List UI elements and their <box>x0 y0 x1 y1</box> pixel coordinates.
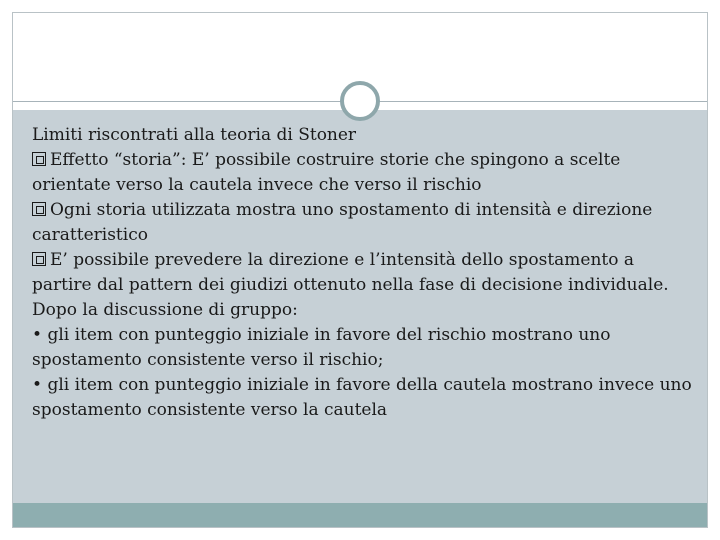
bullet-text: Effetto “storia”: E’ possibile costruire storie che spingono a scelte orientate verso la cautela invece che verso il rischio <box>32 150 621 195</box>
bullet-point <box>32 148 697 198</box>
bullet-text: E’ possibile prevedere la direzione e l’intensità dello spostamento a partire dal pattern dei giudizi ottenuto nella fase di decisione individuale. Dopo la discussione di gruppo: <box>32 250 669 320</box>
circle-ornament-icon <box>340 81 380 121</box>
sub-bullet-text: gli item con punteggio iniziale in favore del rischio mostrano uno spostamento consistente verso il rischio; <box>32 325 611 370</box>
dot-bullet: • <box>32 375 43 395</box>
slide-body <box>32 123 697 423</box>
sub-bullet-point <box>32 323 697 373</box>
sub-bullet-text: gli item con punteggio iniziale in favore della cautela mostrano invece uno spostamento consistente verso la cautela <box>32 375 692 420</box>
dot-bullet: • <box>32 325 43 345</box>
slide <box>12 12 708 528</box>
box-bullet-icon <box>32 202 46 216</box>
box-bullet-icon <box>32 152 46 166</box>
bullet-point <box>32 248 697 323</box>
footer-bar <box>13 503 707 527</box>
slide-heading: Limiti riscontrati alla teoria di Stoner <box>32 125 357 145</box>
box-bullet-icon <box>32 252 46 266</box>
bullet-point <box>32 198 697 248</box>
sub-bullet-point <box>32 373 697 423</box>
bullet-text: Ogni storia utilizzata mostra uno spostamento di intensità e direzione caratteristico <box>32 200 653 245</box>
